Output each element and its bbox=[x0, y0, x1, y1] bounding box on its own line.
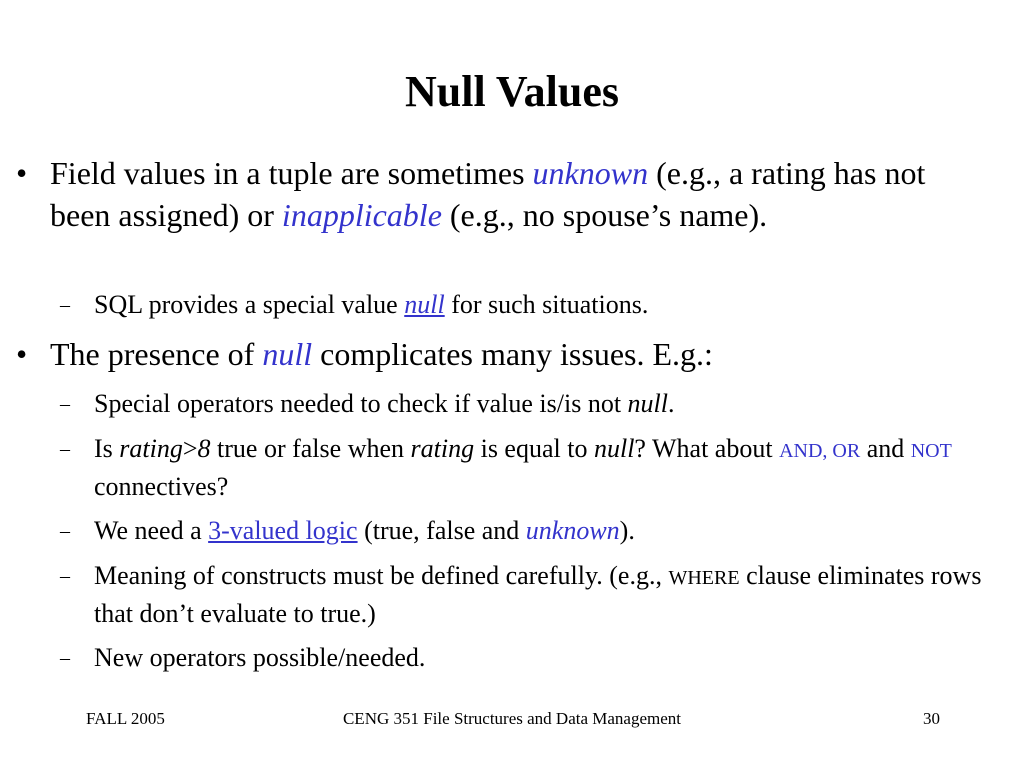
slide-title: Null Values bbox=[405, 67, 619, 116]
text: . bbox=[668, 389, 675, 418]
emphasis-inapplicable: inapplicable bbox=[281, 197, 442, 233]
text: Special operators needed to check if value is/is not bbox=[94, 389, 628, 418]
italic-rating: rating bbox=[119, 434, 183, 463]
text: The presence of bbox=[50, 336, 263, 372]
text: (true, false and bbox=[357, 516, 526, 545]
sub-bullet-new-operators bbox=[60, 640, 1004, 676]
text: Meaning of constructs must be defined carefully. (e.g., bbox=[94, 561, 669, 590]
sub-bullet-meaning-of-constructs bbox=[60, 558, 1004, 632]
emphasis-unknown: unknown bbox=[525, 516, 620, 545]
sub-bullet-special-operators bbox=[60, 386, 1004, 422]
keyword-not: NOT bbox=[910, 440, 952, 462]
link-three-valued-logic[interactable]: 3-valued logic bbox=[208, 516, 358, 545]
text: Is bbox=[94, 434, 120, 463]
text: for such situations. bbox=[444, 290, 649, 319]
dash-icon: – bbox=[60, 438, 70, 460]
keyword-where: WHERE bbox=[668, 567, 740, 589]
dash-icon: – bbox=[60, 393, 70, 415]
text: (e.g., a rating has not been assigned) or bbox=[50, 155, 926, 233]
text: SQL provides a special value bbox=[94, 290, 405, 319]
dash-icon: – bbox=[60, 520, 70, 542]
text: (e.g., no spouse’s name). bbox=[441, 197, 768, 233]
italic-null: null bbox=[627, 389, 668, 418]
text: Field values in a tuple are sometimes bbox=[50, 155, 533, 191]
text: ? What about bbox=[634, 434, 780, 463]
text: connectives? bbox=[94, 472, 229, 501]
footer-page-number: 30 bbox=[923, 709, 940, 728]
italic-eight: 8 bbox=[197, 434, 211, 463]
italic-null: null bbox=[593, 434, 635, 463]
sub-bullet-sql-null bbox=[60, 287, 1004, 323]
italic-rating: rating bbox=[410, 434, 475, 463]
footer-course-title: CENG 351 File Structures and Data Management bbox=[342, 709, 682, 728]
text: and bbox=[860, 434, 911, 463]
dash-icon: – bbox=[60, 647, 70, 669]
bullet-icon: • bbox=[16, 336, 28, 372]
text: > bbox=[182, 434, 198, 463]
bullet-icon: • bbox=[16, 155, 28, 191]
text: We need a bbox=[94, 516, 209, 545]
bullet-field-values bbox=[16, 152, 950, 236]
sub-bullet-rating-question bbox=[60, 431, 1004, 505]
dash-icon: – bbox=[60, 565, 70, 587]
text: is equal to bbox=[474, 434, 594, 463]
sub-bullet-three-valued-logic bbox=[60, 513, 1004, 549]
text: complicates many issues. E.g.: bbox=[312, 336, 713, 372]
emphasis-null: null bbox=[262, 336, 313, 372]
bullet-presence-of-null bbox=[16, 333, 950, 375]
text: true or false when bbox=[210, 434, 411, 463]
footer-date: FALL 2005 bbox=[86, 709, 165, 728]
text: clause eliminates rows that don’t evaluate to true.) bbox=[94, 561, 982, 628]
keyword-and-or: AND, OR bbox=[779, 440, 861, 462]
emphasis-unknown: unknown bbox=[532, 155, 649, 191]
emphasis-null: null bbox=[404, 290, 445, 319]
text: New operators possible/needed. bbox=[94, 643, 426, 672]
text: ). bbox=[619, 516, 635, 545]
dash-icon: – bbox=[60, 294, 70, 316]
